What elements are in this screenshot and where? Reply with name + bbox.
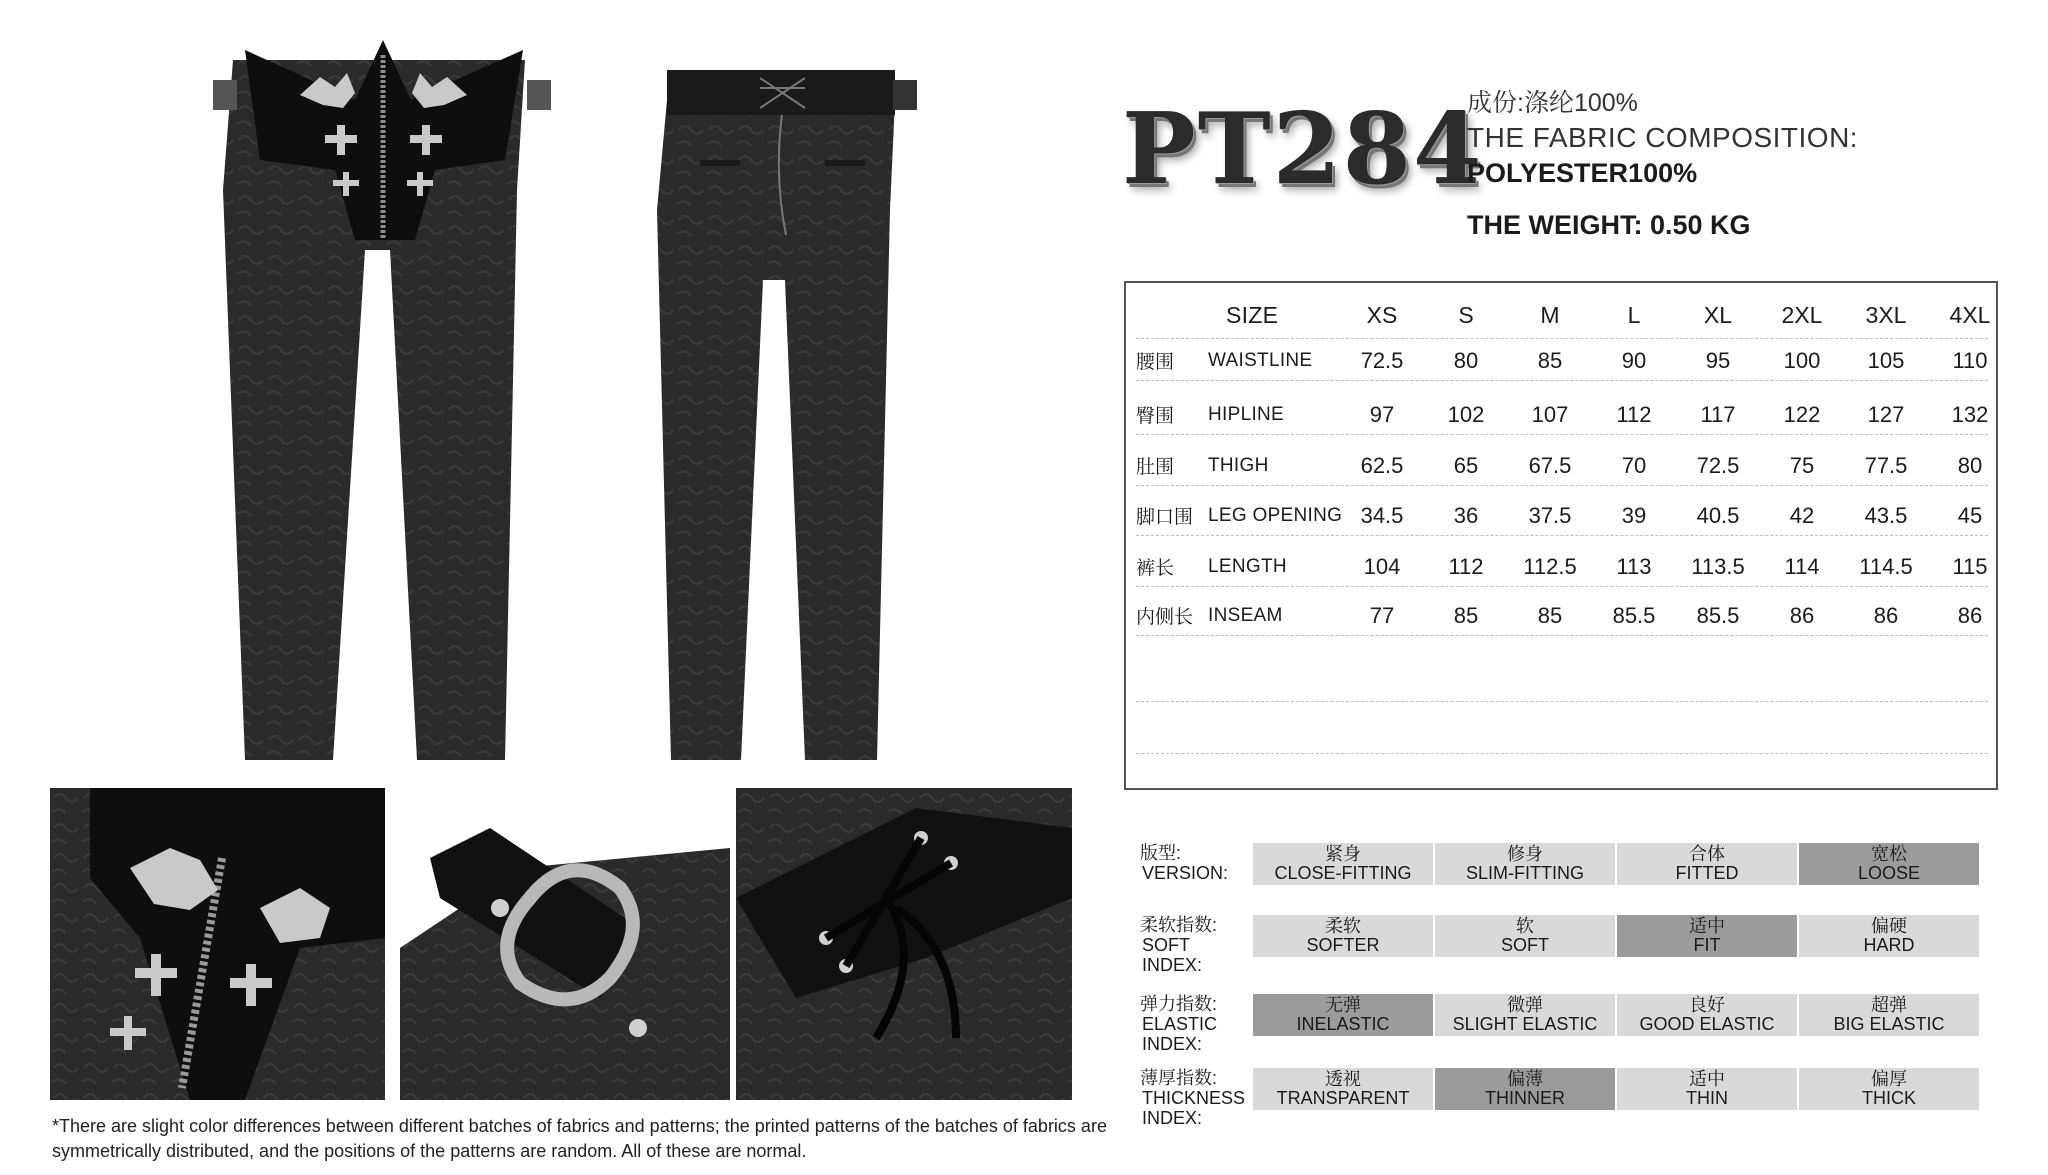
option-cn: 修身	[1507, 844, 1543, 864]
back-view-photo	[645, 60, 920, 765]
soft-label	[1140, 915, 1250, 975]
table-cell: 34.5	[1360, 502, 1404, 528]
table-cell: 85.5	[1612, 602, 1656, 628]
version-option	[1799, 843, 1979, 885]
elastic-option	[1253, 994, 1433, 1036]
header-xs: XS	[1366, 301, 1398, 328]
table-cell: 132	[1951, 401, 1989, 427]
table-cell: 90	[1621, 347, 1647, 373]
option-en: FIT	[1693, 935, 1721, 955]
table-cell: 104	[1363, 553, 1401, 579]
thickness-label-cn: 薄厚指数:	[1140, 1068, 1218, 1088]
elastic-option	[1617, 994, 1797, 1036]
table-cell: 86	[1957, 602, 1983, 628]
row-label-en: LENGTH	[1208, 555, 1287, 577]
header-l: L	[1627, 301, 1641, 328]
waist-embroidery-detail-photo	[50, 788, 385, 1100]
row-label-en: THIGH	[1208, 454, 1269, 476]
table-row	[1136, 547, 1988, 587]
option-en: THIN	[1686, 1088, 1728, 1108]
table-cell: 37.5	[1528, 502, 1572, 528]
table-cell: 112.5	[1523, 553, 1577, 579]
elastic-label-cn: 弹力指数:	[1140, 994, 1218, 1014]
table-cell: 80	[1453, 347, 1479, 373]
table-cell: 112	[1448, 553, 1484, 579]
table-cell: 39	[1621, 502, 1647, 528]
front-pants-illustration	[205, 40, 560, 765]
table-cell: 75	[1789, 452, 1815, 478]
thickness-option	[1617, 1068, 1797, 1110]
version-option	[1435, 843, 1615, 885]
option-en: HARD	[1863, 935, 1915, 955]
header-xl: XL	[1703, 301, 1733, 328]
option-en: SOFT	[1501, 935, 1549, 955]
version-label	[1140, 843, 1250, 883]
option-en: TRANSPARENT	[1276, 1088, 1410, 1108]
composition-en-value: POLYESTER100%	[1467, 158, 1698, 188]
option-en: GOOD ELASTIC	[1639, 1014, 1775, 1034]
header-size: SIZE	[1226, 301, 1279, 328]
table-cell: 110	[1952, 347, 1988, 373]
elastic-options	[1253, 994, 1981, 1036]
soft-option	[1435, 915, 1615, 957]
option-en: SLIM-FITTING	[1466, 863, 1584, 883]
option-en: BIG ELASTIC	[1833, 1014, 1945, 1034]
buckle-detail-photo	[400, 788, 730, 1100]
option-cn: 无弹	[1325, 995, 1361, 1015]
table-cell: 72.5	[1360, 347, 1404, 373]
thickness-label-en-1: THICKNESS	[1142, 1088, 1246, 1108]
table-cell: 67.5	[1528, 452, 1572, 478]
table-cell: 97	[1369, 401, 1395, 427]
table-row	[1136, 496, 1988, 536]
table-cell: 85.5	[1696, 602, 1740, 628]
soft-option	[1799, 915, 1979, 957]
table-cell: 100	[1783, 347, 1821, 373]
version-label-en: VERSION:	[1142, 863, 1229, 883]
table-cell: 42	[1789, 502, 1815, 528]
option-cn: 合体	[1689, 844, 1725, 864]
soft-option	[1253, 915, 1433, 957]
option-en: THICK	[1862, 1088, 1916, 1108]
table-cell: 86	[1873, 602, 1899, 628]
table-cell: 62.5	[1360, 452, 1404, 478]
table-row	[1136, 395, 1988, 435]
weight: THE WEIGHT: 0.50 KG	[1467, 210, 1751, 240]
table-cell: 45	[1957, 502, 1983, 528]
table-cell: 80	[1957, 452, 1983, 478]
option-cn: 偏厚	[1871, 1069, 1907, 1089]
fabric-info	[1467, 86, 2027, 242]
table-cell: 72.5	[1696, 452, 1740, 478]
option-cn: 微弹	[1507, 995, 1543, 1015]
table-row	[1136, 596, 1988, 636]
back-pants-illustration	[645, 60, 920, 765]
row-label-en: HIPLINE	[1208, 403, 1285, 425]
option-cn: 宽松	[1871, 844, 1907, 864]
elastic-label-en-1: ELASTIC	[1142, 1014, 1218, 1034]
table-cell: 40.5	[1696, 502, 1740, 528]
soft-option	[1617, 915, 1797, 957]
soft-label-en-2: INDEX:	[1142, 955, 1203, 975]
thickness-option	[1253, 1068, 1433, 1110]
header-3xl: 3XL	[1865, 301, 1907, 328]
size-table-header	[1136, 295, 1991, 335]
option-cn: 适中	[1689, 916, 1725, 936]
thickness-option	[1799, 1068, 1979, 1110]
version-options	[1253, 843, 1981, 885]
table-cell: 114	[1784, 553, 1820, 579]
row-label-en: WAISTLINE	[1208, 349, 1313, 371]
table-cell: 95	[1705, 347, 1731, 373]
option-en: SLIGHT ELASTIC	[1452, 1014, 1598, 1034]
table-row	[1136, 341, 1988, 381]
lace-up-closeup-illustration	[736, 788, 1072, 1100]
thickness-label	[1140, 1068, 1250, 1128]
table-cell: 115	[1952, 553, 1988, 579]
table-cell: 117	[1700, 401, 1736, 427]
thickness-options	[1253, 1068, 1981, 1110]
soft-options	[1253, 915, 1981, 957]
table-cell: 36	[1453, 502, 1479, 528]
option-en: SOFTER	[1306, 935, 1380, 955]
table-row	[1136, 446, 1988, 486]
table-cell: 85	[1453, 602, 1479, 628]
table-cell: 77	[1369, 602, 1395, 628]
option-cn: 偏硬	[1871, 916, 1907, 936]
composition-cn: 成份:涤纶100%	[1467, 89, 1638, 117]
buckle-closeup-illustration	[400, 788, 730, 1100]
soft-label-cn: 柔软指数:	[1140, 915, 1218, 935]
table-cell: 70	[1621, 452, 1647, 478]
row-label-en: LEG OPENING	[1208, 504, 1343, 526]
empty-row-line	[1136, 701, 1988, 702]
table-cell: 113	[1616, 553, 1652, 579]
option-en: THINNER	[1485, 1088, 1565, 1108]
version-label-cn: 版型:	[1140, 843, 1182, 863]
option-en: LOOSE	[1857, 863, 1921, 883]
row-label-cn: 脚口围	[1136, 507, 1194, 528]
table-cell: 65	[1453, 452, 1479, 478]
header-4xl: 4XL	[1949, 301, 1991, 328]
table-cell: 112	[1616, 401, 1652, 427]
table-cell: 122	[1783, 401, 1821, 427]
option-en: FITTED	[1675, 863, 1739, 883]
header-separator	[1136, 338, 1988, 339]
table-cell: 107	[1531, 401, 1569, 427]
option-cn: 紧身	[1325, 844, 1361, 864]
elastic-label	[1140, 994, 1250, 1054]
option-cn: 良好	[1689, 995, 1725, 1015]
row-label-cn: 内侧长	[1136, 607, 1194, 628]
size-table	[1124, 281, 1998, 790]
header-m: M	[1540, 301, 1560, 328]
table-cell: 105	[1867, 347, 1905, 373]
option-cn: 软	[1516, 916, 1534, 936]
header-2xl: 2XL	[1781, 301, 1823, 328]
option-en: CLOSE-FITTING	[1274, 863, 1412, 883]
empty-row-line	[1136, 753, 1988, 754]
elastic-option	[1799, 994, 1979, 1036]
elastic-option	[1435, 994, 1615, 1036]
option-cn: 偏薄	[1507, 1069, 1543, 1089]
row-label-cn: 肚围	[1136, 457, 1175, 478]
model-code: PT284	[1122, 92, 1484, 207]
table-cell: 114.5	[1859, 553, 1913, 579]
option-cn: 超弹	[1871, 995, 1907, 1015]
row-label-en: INSEAM	[1208, 604, 1283, 626]
table-cell: 77.5	[1864, 452, 1908, 478]
option-cn: 柔软	[1325, 916, 1361, 936]
version-option	[1617, 843, 1797, 885]
table-cell: 102	[1447, 401, 1485, 427]
option-cn: 透视	[1325, 1069, 1361, 1089]
table-cell: 86	[1789, 602, 1815, 628]
table-cell: 85	[1537, 602, 1563, 628]
table-cell: 85	[1537, 347, 1563, 373]
table-cell: 127	[1867, 401, 1905, 427]
header-s: S	[1458, 301, 1474, 328]
thickness-option	[1435, 1068, 1615, 1110]
soft-label-en-1: SOFT	[1142, 935, 1190, 955]
row-label-cn: 腰围	[1136, 352, 1175, 373]
thickness-label-en-2: INDEX:	[1142, 1108, 1203, 1128]
row-label-cn: 裤长	[1136, 558, 1175, 579]
composition-en-label: THE FABRIC COMPOSITION:	[1467, 122, 1859, 153]
color-disclaimer: *There are slight color differences between different batches of fabrics and patterns; the printed patterns of the batches of fabrics are symmetrically distributed, and the positions of the patterns are random. All of these are normal.	[52, 1116, 1107, 1161]
embroidery-closeup-illustration	[50, 788, 385, 1100]
table-cell: 113.5	[1691, 553, 1745, 579]
elastic-label-en-2: INDEX:	[1142, 1034, 1203, 1054]
option-en: INELASTIC	[1296, 1014, 1390, 1034]
lace-up-detail-photo	[736, 788, 1072, 1100]
table-cell: 43.5	[1864, 502, 1908, 528]
version-option	[1253, 843, 1433, 885]
front-view-photo	[205, 40, 560, 765]
option-cn: 适中	[1689, 1069, 1725, 1089]
row-label-cn: 臀围	[1136, 406, 1175, 427]
